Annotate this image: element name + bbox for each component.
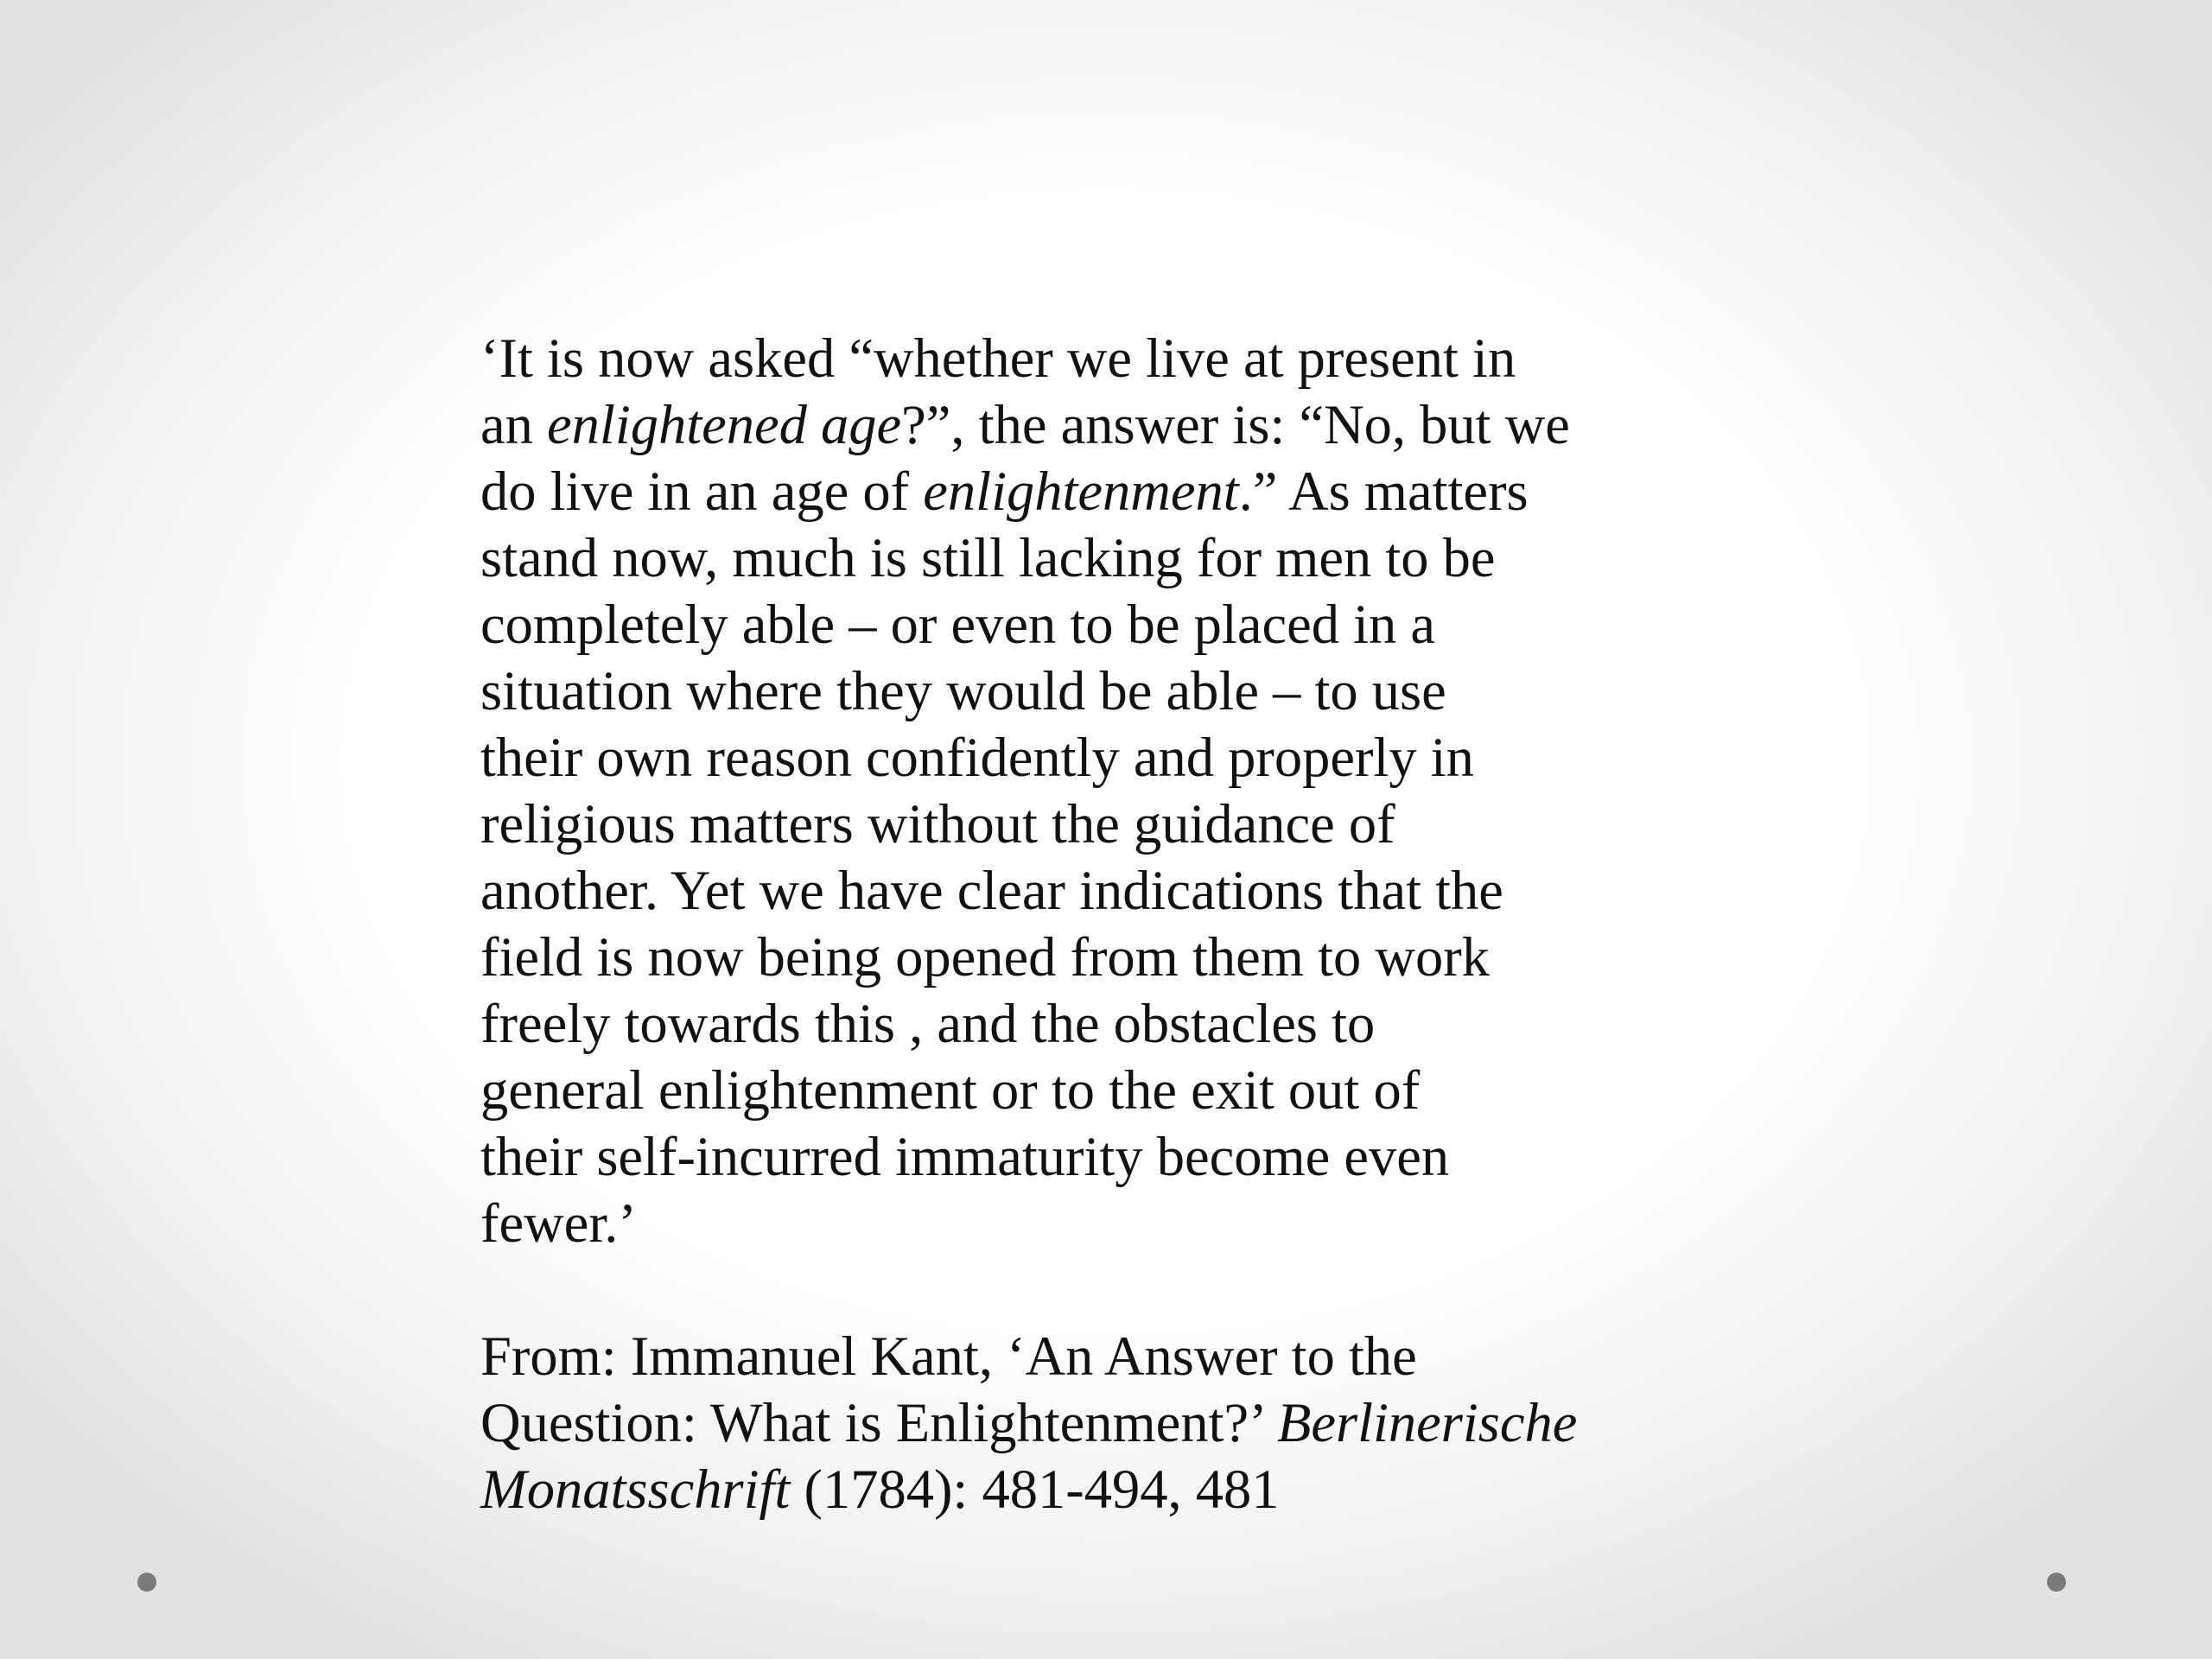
quote-line: field is now being opened from them to work	[480, 926, 1490, 988]
quote-line: religious matters without the guidance of	[480, 793, 1395, 855]
quote-line: their self-incurred immaturity become even	[480, 1126, 1450, 1187]
quote-line: their own reason confidently and properly in	[480, 727, 1474, 788]
quote-line: freely towards this , and the obstacles to	[480, 993, 1376, 1054]
quote-line: general enlightenment or to the exit out of	[480, 1059, 1421, 1121]
citation-line: Question: What is Enlightenment?’ Berlinerische	[480, 1392, 1578, 1453]
citation-line: Monatsschrift (1784): 481-494, 481	[480, 1459, 1280, 1520]
quote-line: an enlightened age?”, the answer is: “No, but we	[480, 394, 1570, 455]
quote-line: completely able – or even to be placed in a	[480, 594, 1436, 655]
quote-line: do live in an age of enlightenment.” As matters	[480, 461, 1529, 522]
citation-line: From: Immanuel Kant, ‘An Answer to the	[480, 1325, 1417, 1387]
quote-line: situation where they would be able – to use	[480, 660, 1446, 721]
quote-line: stand now, much is still lacking for men to be	[480, 527, 1496, 588]
paragraph-spacer	[480, 1256, 1690, 1323]
journal-title: Monatsschrift	[480, 1459, 791, 1520]
emphasis-text: enlightened age	[547, 394, 902, 455]
slide-corner-dot-left	[137, 1573, 156, 1592]
slide-corner-dot-right	[2047, 1573, 2066, 1592]
slide-body	[480, 325, 1690, 1522]
journal-title: Berlinerische	[1276, 1392, 1578, 1453]
kant-quote	[480, 325, 1690, 1256]
emphasis-text: enlightenment	[923, 461, 1239, 522]
quote-line: another. Yet we have clear indications that the	[480, 860, 1503, 921]
quote-line: fewer.’	[480, 1192, 637, 1254]
citation	[480, 1323, 1690, 1522]
quote-line: ‘It is now asked “whether we live at present in	[480, 327, 1516, 389]
